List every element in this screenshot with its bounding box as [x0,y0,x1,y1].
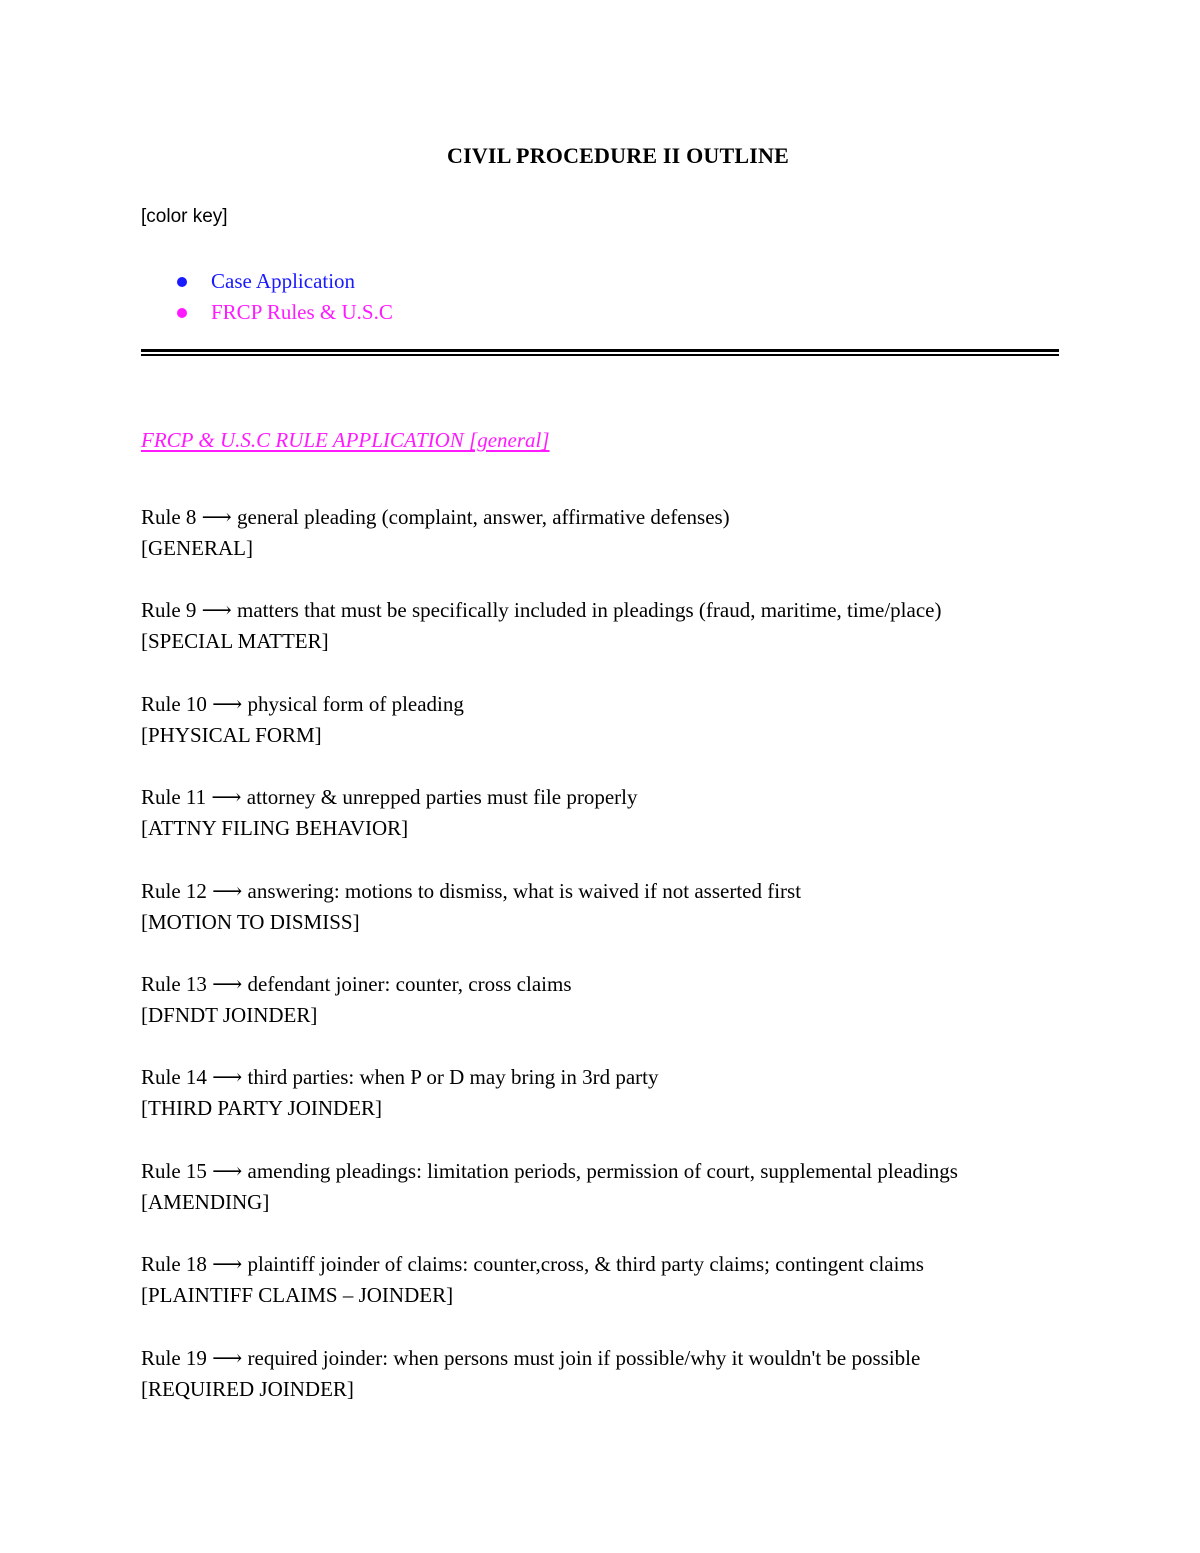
section-heading: FRCP & U.S.C RULE APPLICATION [general] [141,428,550,452]
rule-description: attorney & unrepped parties must file properly [246,785,638,810]
rule-description: matters that must be specifically included in pleadings (fraud, maritime, time/place) [237,598,942,623]
rule-line [141,782,1101,813]
rule-number: Rule 8 [141,505,197,529]
rule-tag: [MOTION TO DISMISS] [141,909,360,934]
rule-entry [141,502,1101,595]
rule-line [141,1343,1101,1374]
rule-tag: [THIRD PARTY JOINDER] [141,1096,383,1121]
legend-label: Case Application [211,269,356,293]
rule-description: defendant joiner: counter, cross claims [247,971,572,996]
rule-entry [141,782,1101,875]
rule-line [141,502,1101,533]
double-line-separator [141,349,1059,356]
rule-entry [141,689,1101,782]
legend-item-case-application [176,266,393,297]
rule-line [141,689,1101,720]
arrow-icon: ⟶ [211,785,242,810]
rule-number: Rule 13 [141,971,207,996]
rule-description: amending pleadings: limitation periods, permission of court, supplemental pleadings [247,1158,958,1183]
rule-entry [141,1343,1101,1436]
color-key-legend [176,266,393,328]
rule-line [141,876,1101,907]
rule-tag: [PHYSICAL FORM] [141,722,322,747]
rule-entry [141,1062,1101,1155]
rule-line [141,969,1101,1000]
bullet-dot-icon [177,277,187,287]
rule-line [141,595,1101,626]
rule-number: Rule 11 [141,785,207,810]
rule-entry [141,595,1101,688]
rule-tag: [GENERAL] [141,536,253,560]
rule-number: Rule 19 [141,1345,207,1370]
legend-label: FRCP Rules & U.S.C [211,300,393,324]
rule-description: required joinder: when persons must join if possible/why it wouldn't be possible [247,1345,921,1370]
rule-number: Rule 12 [141,878,207,903]
rule-tag: [ATTNY FILING BEHAVIOR] [141,816,409,841]
arrow-icon: ⟶ [212,1065,243,1090]
separator-thin-line [141,354,1059,356]
rules-list [141,502,1101,1436]
rule-number: Rule 10 [141,691,207,716]
arrow-icon: ⟶ [201,598,232,623]
arrow-icon: ⟶ [212,971,243,996]
rule-number: Rule 18 [141,1252,207,1277]
arrow-icon: ⟶ [201,505,232,529]
separator-thick-line [141,349,1059,352]
arrow-icon: ⟶ [212,691,243,716]
rule-line [141,1249,1101,1280]
legend-item-frcp-rules [176,297,393,328]
rule-description: third parties: when P or D may bring in 3rd party [247,1065,659,1090]
rule-tag: [DFNDT JOINDER] [141,1002,318,1027]
rule-tag: [REQUIRED JOINDER] [141,1376,354,1401]
arrow-icon: ⟶ [212,1252,243,1277]
arrow-icon: ⟶ [212,1158,243,1183]
rule-entry [141,1249,1101,1342]
document-title: CIVIL PROCEDURE II OUTLINE [447,143,789,168]
rule-number: Rule 9 [141,598,197,623]
rule-description: answering: motions to dismiss, what is waived if not asserted first [247,878,802,903]
rule-entry [141,876,1101,969]
rule-line [141,1156,1101,1187]
rule-entry [141,1156,1101,1249]
rule-description: general pleading (complaint, answer, affirmative defenses) [237,505,730,529]
rule-entry [141,969,1101,1062]
rule-description: physical form of pleading [247,691,464,716]
bullet-dot-icon [177,308,187,318]
rule-tag: [AMENDING] [141,1189,270,1214]
rule-number: Rule 14 [141,1065,207,1090]
arrow-icon: ⟶ [212,1345,243,1370]
color-key-label: [color key] [141,206,228,227]
rule-line [141,1062,1101,1093]
rule-tag: [PLAINTIFF CLAIMS – JOINDER] [141,1283,454,1308]
rule-description: plaintiff joinder of claims: counter,cross, & third party claims; contingent claims [247,1252,924,1277]
rule-tag: [SPECIAL MATTER] [141,629,329,654]
arrow-icon: ⟶ [212,878,243,903]
rule-number: Rule 15 [141,1158,207,1183]
